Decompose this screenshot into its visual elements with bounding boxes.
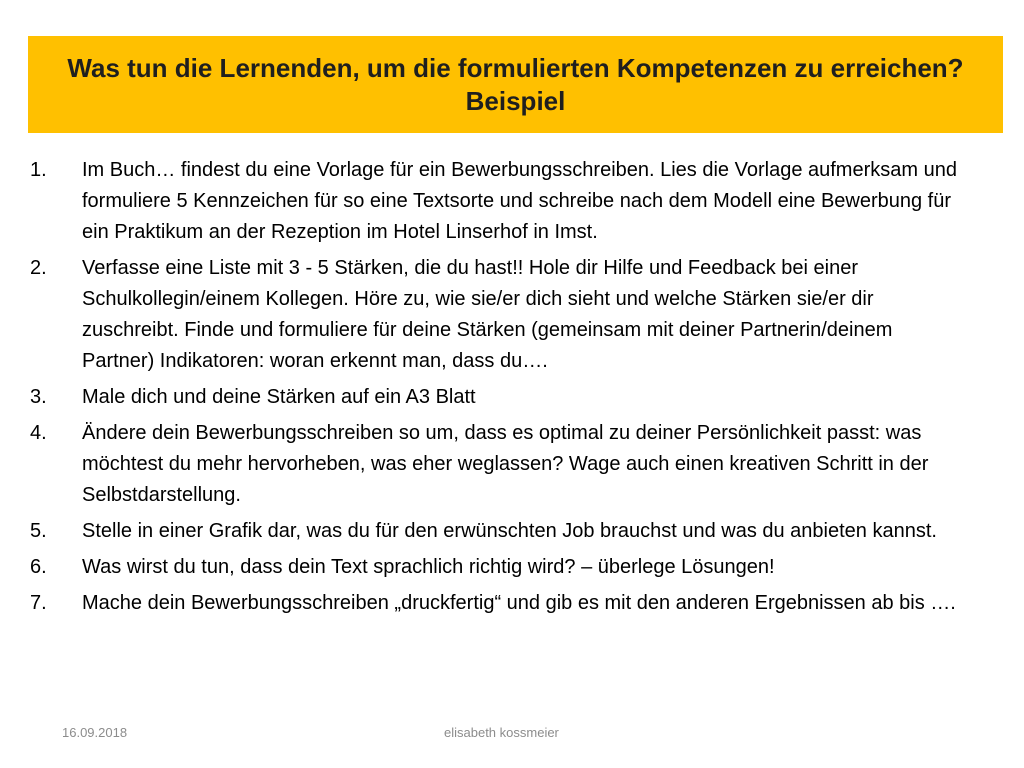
list-item bbox=[30, 155, 1000, 248]
list-item-number: 5. bbox=[30, 520, 47, 542]
list-item-text: Was wirst du tun, dass dein Text sprachlich richtig wird? – überlege Lösungen! bbox=[82, 556, 775, 578]
list-item bbox=[30, 552, 1000, 583]
list-item-text: Stelle in einer Grafik dar, was du für den erwünschten Job brauchst und was du anbieten kannst. bbox=[82, 520, 937, 542]
list-item-text: Verfasse eine Liste mit 3 - 5 Stärken, die du hast!! Hole dir Hilfe und Feedback bei einer Schulkollegin/einem Kollegen. Höre zu, wie sie/er dich sieht und welche Stärken sie/er dir zuschreibt. Finde und formuliere für deine Stärken (gemeinsam mit deiner Partnerin/deinem Partner) Indikatoren: woran erkennt man, dass du…. bbox=[82, 257, 893, 372]
list-item-text: Mache dein Bewerbungsschreiben „druckfertig“ und gib es mit den anderen Ergebnissen ab bis …. bbox=[82, 592, 956, 614]
footer-date: 16.09.2018 bbox=[62, 725, 128, 740]
title-banner bbox=[28, 36, 1003, 133]
list-item-text: Ändere dein Bewerbungsschreiben so um, dass es optimal zu deiner Persönlichkeit passt: was möchtest du mehr hervorheben, was eher weglassen? Wage auch einen kreativen Schritt in der Selbstdarstellung. bbox=[82, 422, 929, 506]
list-item-number: 6. bbox=[30, 556, 47, 578]
list-item-number: 1. bbox=[30, 159, 47, 181]
list-item-number: 4. bbox=[30, 422, 47, 444]
list-item bbox=[30, 418, 1000, 511]
list-item-number: 2. bbox=[30, 257, 47, 279]
footer-author: elisabeth kossmeier bbox=[444, 725, 559, 740]
list-item-text: Male dich und deine Stärken auf ein A3 Blatt bbox=[82, 386, 476, 408]
list-item-number: 3. bbox=[30, 386, 47, 408]
list-item bbox=[30, 382, 1000, 413]
list-item-text: Im Buch… findest du eine Vorlage für ein Bewerbungsschreiben. Lies die Vorlage aufmerksam und formuliere 5 Kennzeichen für so eine Textsorte und schreibe nach dem Modell eine Bewerbung für ein Praktikum an der Rezeption im Hotel Linserhof in Imst. bbox=[82, 159, 957, 243]
list-item bbox=[30, 588, 1000, 619]
task-list bbox=[30, 155, 1000, 624]
list-item bbox=[30, 516, 1000, 547]
slide-title: Was tun die Lernenden, um die formulierten Kompetenzen zu erreichen? Beispiel bbox=[67, 52, 964, 116]
list-item bbox=[30, 253, 1000, 377]
list-item-number: 7. bbox=[30, 592, 47, 614]
